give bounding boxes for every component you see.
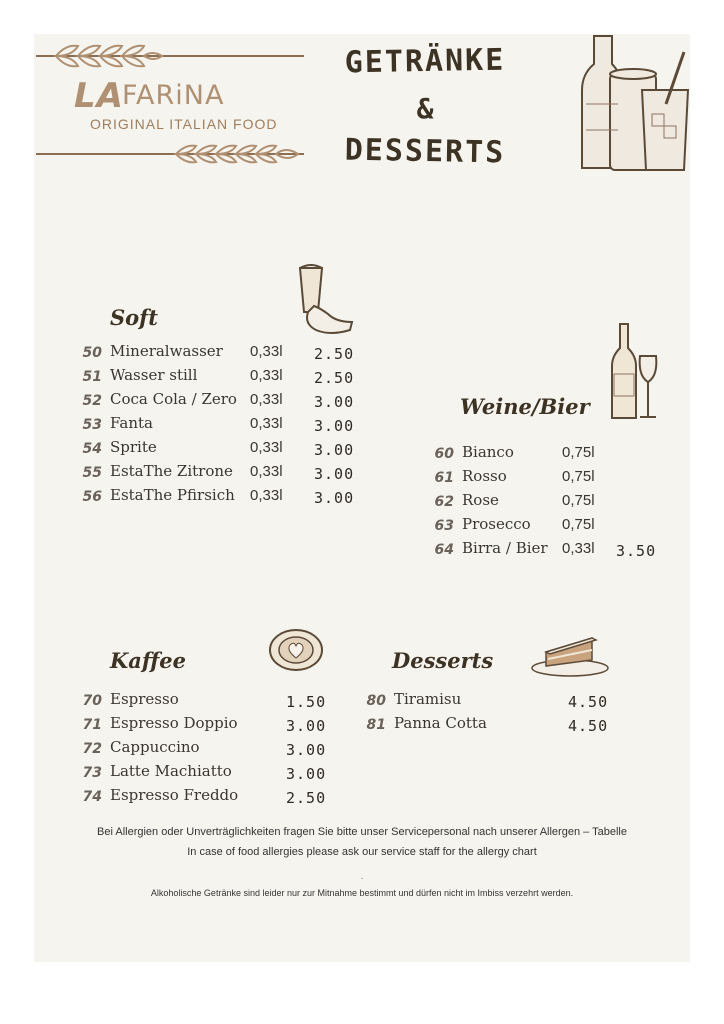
item-volume: 0,75l (562, 444, 595, 461)
item-price: 1.50 (286, 693, 327, 711)
item-number: 56 (82, 489, 102, 505)
list-item (430, 491, 660, 513)
beer-glass-hand-icon (290, 264, 354, 338)
item-volume: 0,33l (250, 343, 283, 360)
list-item (78, 366, 368, 388)
item-volume: 0,33l (250, 367, 283, 384)
item-price: 3.50 (616, 542, 657, 560)
item-volume: 0,33l (250, 463, 283, 480)
item-name: Cappuccino (110, 738, 200, 756)
item-price: 3.00 (314, 417, 355, 435)
item-volume: 0,75l (562, 492, 595, 509)
wine-bottle-icon (608, 322, 660, 422)
list-item (78, 342, 368, 364)
item-volume: 0,75l (562, 516, 595, 533)
item-volume: 0,33l (250, 487, 283, 504)
brand-la: LA (74, 76, 124, 116)
list-item (362, 690, 622, 712)
item-number: 53 (82, 417, 102, 433)
list-item (78, 414, 368, 436)
bottle-can-glass-icon (576, 34, 690, 174)
page-title-line3: DESSERTS (344, 132, 506, 171)
list-item (78, 714, 338, 736)
list-item (430, 515, 660, 537)
item-name: Panna Cotta (394, 714, 487, 732)
list-item (78, 690, 338, 712)
item-price: 2.50 (314, 345, 355, 363)
list-item (430, 443, 660, 465)
list-item (78, 786, 338, 808)
list-item (78, 762, 338, 784)
item-number: 52 (82, 393, 102, 409)
list-item (78, 486, 368, 508)
wheat-icon (36, 140, 306, 170)
item-name: Sprite (110, 438, 157, 456)
item-name: Fanta (110, 414, 153, 432)
item-name: Rose (462, 491, 499, 509)
item-price: 4.50 (568, 717, 609, 735)
item-number: 62 (434, 494, 454, 510)
separator-dot: . (360, 872, 364, 881)
item-number: 55 (82, 465, 102, 481)
item-price: 3.00 (314, 489, 355, 507)
item-name: Latte Machiatto (110, 762, 232, 780)
list-item (78, 738, 338, 760)
item-name: Tiramisu (394, 690, 462, 708)
item-name: Prosecco (462, 515, 531, 533)
item-name: Espresso Doppio (110, 714, 238, 732)
item-price: 3.00 (286, 765, 327, 783)
item-number: 71 (82, 717, 102, 733)
item-number: 51 (82, 369, 102, 385)
item-name: Espresso Freddo (110, 786, 239, 804)
section-heading-desserts: Desserts (392, 648, 494, 673)
item-number: 73 (82, 765, 102, 781)
alcohol-note: Alkoholische Getränke sind leider nur zur Mitnahme bestimmt und dürfen nicht im Imbiss verzehrt werden. (150, 888, 574, 898)
list-item (362, 714, 622, 736)
item-volume: 0,33l (562, 540, 595, 557)
brand-tagline: ORIGINAL ITALIAN FOOD (90, 116, 278, 132)
item-number: 63 (434, 518, 454, 534)
allergy-note-de: Bei Allergien oder Unverträglichkeiten fragen Sie bitte unser Servicepersonal nach unserer Allergen – Tabelle (97, 826, 627, 838)
item-number: 64 (434, 542, 454, 558)
section-heading-soft: Soft (110, 305, 158, 330)
item-price: 3.00 (314, 393, 355, 411)
coffee-cup-icon (268, 628, 324, 674)
item-price: 3.00 (314, 441, 355, 459)
section-heading-weine-bier: Weine/Bier (460, 394, 590, 419)
item-volume: 0,33l (250, 439, 283, 456)
brand-name: FARiNA (122, 80, 225, 111)
item-volume: 0,33l (250, 391, 283, 408)
wheat-icon (36, 40, 306, 76)
list-item (78, 438, 368, 460)
item-number: 70 (82, 693, 102, 709)
item-name: Coca Cola / Zero (110, 390, 237, 408)
item-name: Mineralwasser (110, 342, 223, 360)
item-number: 81 (366, 717, 386, 733)
item-name: EstaThe Pfirsich (110, 486, 235, 504)
cake-slice-icon (530, 632, 610, 678)
item-number: 61 (434, 470, 454, 486)
section-heading-kaffee: Kaffee (110, 648, 186, 673)
item-number: 54 (82, 441, 102, 457)
item-number: 50 (82, 345, 102, 361)
item-price: 3.00 (314, 465, 355, 483)
page-title-line1: GETRÄNKE (344, 42, 506, 81)
item-volume: 0,33l (250, 415, 283, 432)
item-price: 2.50 (314, 369, 355, 387)
list-item (78, 462, 368, 484)
item-price: 4.50 (568, 693, 609, 711)
item-number: 80 (366, 693, 386, 709)
list-item (78, 390, 368, 412)
allergy-note-en: In case of food allergies please ask our service staff for the allergy chart (187, 846, 537, 858)
item-number: 60 (434, 446, 454, 462)
item-number: 74 (82, 789, 102, 805)
item-name: EstaThe Zitrone (110, 462, 233, 480)
item-name: Birra / Bier (462, 539, 548, 557)
list-item (430, 467, 660, 489)
item-name: Espresso (110, 690, 179, 708)
item-name: Wasser still (110, 366, 198, 384)
item-volume: 0,75l (562, 468, 595, 485)
item-name: Bianco (462, 443, 514, 461)
item-number: 72 (82, 741, 102, 757)
item-name: Rosso (462, 467, 507, 485)
item-price: 2.50 (286, 789, 327, 807)
item-price: 3.00 (286, 717, 327, 735)
item-price: 3.00 (286, 741, 327, 759)
list-item (430, 539, 660, 561)
page-title-line2: & (416, 92, 434, 125)
